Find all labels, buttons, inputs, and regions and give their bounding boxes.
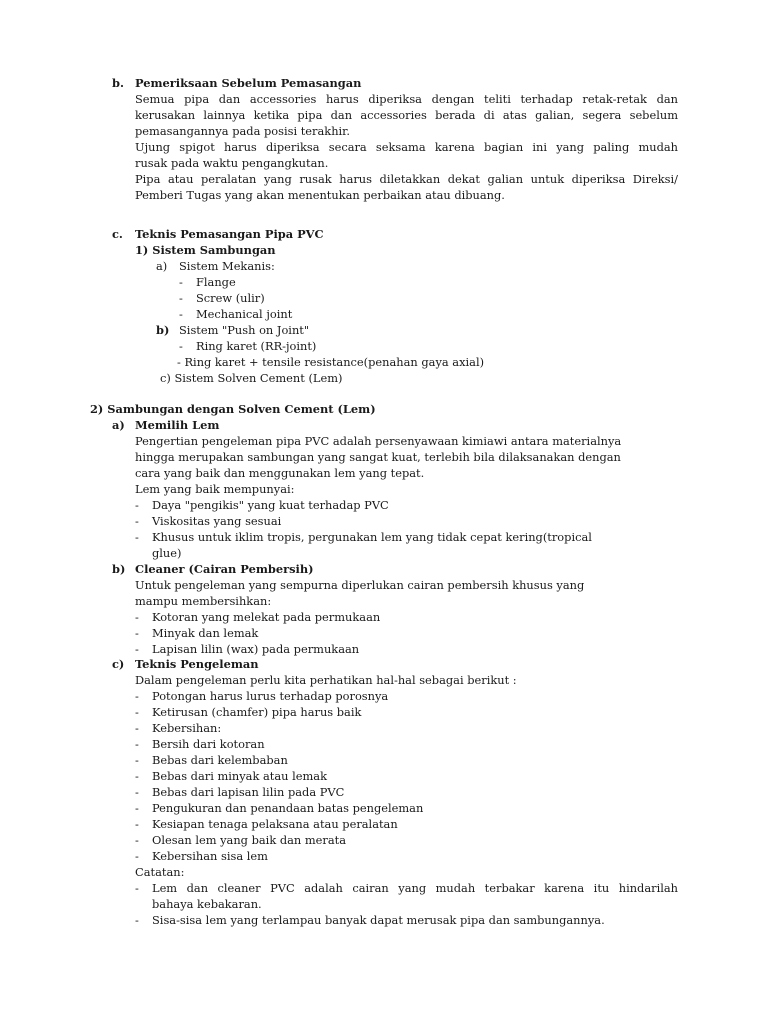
list-dash: - bbox=[135, 753, 139, 767]
list-item: Viskositas yang sesuai bbox=[152, 514, 282, 528]
list-dash: - bbox=[135, 530, 139, 544]
paragraph-line: Dalam pengeleman perlu kita perhatikan hal-hal sebagai berikut : bbox=[135, 673, 517, 687]
section-b-line: Ujung spigot harus diperiksa secara seksama karena bagian ini yang paling mudah bbox=[135, 140, 678, 154]
push-on-joint-label: Sistem "Push on Joint" bbox=[179, 323, 310, 337]
list-dash: - bbox=[179, 291, 183, 305]
list-dash: - bbox=[135, 801, 139, 815]
list-item: Screw (ulir) bbox=[196, 291, 265, 305]
list-dash: - bbox=[135, 514, 139, 528]
section-b-line: Semua pipa dan accessories harus diperiksa dengan teliti terhadap retak-retak dan bbox=[135, 92, 678, 106]
list-dash: - bbox=[135, 833, 139, 847]
list-dash: - bbox=[135, 610, 139, 624]
push-on-joint-marker: b) bbox=[156, 323, 170, 337]
list-dash: - bbox=[135, 881, 139, 895]
list-item: Kotoran yang melekat pada permukaan bbox=[152, 610, 381, 624]
paragraph-line: cara yang baik dan menggunakan lem yang tepat. bbox=[135, 466, 425, 480]
list-item: Kesiapan tenaga pelaksana atau peralatan bbox=[152, 817, 398, 831]
section-2-title: 2) Sambungan dengan Solven Cement (Lem) bbox=[90, 402, 376, 416]
section-b-line: pemasangannya pada posisi terakhir. bbox=[135, 124, 350, 138]
teknis-pengeleman-title: Teknis Pengeleman bbox=[135, 657, 259, 671]
list-item: Bersih dari kotoran bbox=[152, 737, 265, 751]
solven-cement-line: c) Sistem Solven Cement (Lem) bbox=[160, 371, 343, 385]
list-item: - Ring karet + tensile resistance(penahan gaya axial) bbox=[177, 355, 485, 369]
list-dash: - bbox=[179, 339, 183, 353]
paragraph-line: mampu membersihkan: bbox=[135, 594, 272, 608]
paragraph-line: Lem yang baik mempunyai: bbox=[135, 482, 295, 496]
list-dash: - bbox=[135, 913, 139, 927]
note-item-continuation: bahaya kebakaran. bbox=[152, 897, 262, 911]
list-item: Pengukuran dan penandaan batas pengeleman bbox=[152, 801, 424, 815]
sistem-mekanis-marker: a) bbox=[156, 259, 168, 273]
section-b-line: kerusakan lainnya ketika pipa dan accessories berada di atas galian, segera sebelum bbox=[135, 108, 678, 122]
paragraph-line: Pengertian pengeleman pipa PVC adalah persenyawaan kimiawi antara materialnya bbox=[135, 434, 622, 448]
section-c-marker: c. bbox=[112, 227, 123, 241]
list-item: Ring karet (RR-joint) bbox=[196, 339, 317, 353]
section-b-line: Pipa atau peralatan yang rusak harus diletakkan dekat galian untuk diperiksa Direksi/ bbox=[135, 172, 678, 186]
paragraph-line: Untuk pengeleman yang sempurna diperlukan cairan pembersih khusus yang bbox=[135, 578, 585, 592]
list-dash: - bbox=[135, 626, 139, 640]
list-item: Olesan lem yang baik dan merata bbox=[152, 833, 347, 847]
section-b-marker: b. bbox=[112, 76, 124, 90]
section-b-line: Pemberi Tugas yang akan menentukan perbaikan atau dibuang. bbox=[135, 188, 505, 202]
list-item: Minyak dan lemak bbox=[152, 626, 259, 640]
list-item: Flange bbox=[196, 275, 236, 289]
section-b-title: Pemeriksaan Sebelum Pemasangan bbox=[135, 76, 362, 90]
list-item: Lapisan lilin (wax) pada permukaan bbox=[152, 642, 360, 656]
list-dash: - bbox=[135, 721, 139, 735]
list-dash: - bbox=[135, 849, 139, 863]
memilih-lem-title: Memilih Lem bbox=[135, 418, 220, 432]
list-item: Ketirusan (chamfer) pipa harus baik bbox=[152, 705, 362, 719]
list-item: Mechanical joint bbox=[196, 307, 293, 321]
teknis-pengeleman-marker: c) bbox=[112, 657, 125, 671]
list-item: Potongan harus lurus terhadap porosnya bbox=[152, 689, 389, 703]
catatan-label: Catatan: bbox=[135, 865, 185, 879]
sistem-mekanis-label: Sistem Mekanis: bbox=[179, 259, 275, 273]
list-item-continuation: glue) bbox=[152, 546, 182, 560]
list-item: Bebas dari lapisan lilin pada PVC bbox=[152, 785, 345, 799]
list-item: Bebas dari kelembaban bbox=[152, 753, 288, 767]
section-b-line: rusak pada waktu pengangkutan. bbox=[135, 156, 329, 170]
note-item: Sisa-sisa lem yang terlampau banyak dapat merusak pipa dan sambungannya. bbox=[152, 913, 605, 927]
note-item: Lem dan cleaner PVC adalah cairan yang mudah terbakar karena itu hindarilah bbox=[152, 881, 678, 895]
list-dash: - bbox=[135, 689, 139, 703]
list-dash: - bbox=[135, 642, 139, 656]
list-dash: - bbox=[135, 705, 139, 719]
list-item: Daya "pengikis" yang kuat terhadap PVC bbox=[152, 498, 389, 512]
paragraph-line: hingga merupakan sambungan yang sangat kuat, terlebih bila dilaksanakan dengan bbox=[135, 450, 621, 464]
list-dash: - bbox=[179, 275, 183, 289]
cleaner-marker: b) bbox=[112, 562, 126, 576]
memilih-lem-marker: a) bbox=[112, 418, 125, 432]
section-c-title: Teknis Pemasangan Pipa PVC bbox=[135, 227, 324, 241]
list-item: Bebas dari minyak atau lemak bbox=[152, 769, 327, 783]
list-dash: - bbox=[135, 737, 139, 751]
cleaner-title: Cleaner (Cairan Pembersih) bbox=[135, 562, 314, 576]
list-item: Kebersihan: bbox=[152, 721, 222, 735]
list-item: Kebersihan sisa lem bbox=[152, 849, 268, 863]
list-dash: - bbox=[135, 817, 139, 831]
sistem-sambungan-heading: 1) Sistem Sambungan bbox=[135, 243, 276, 257]
list-dash: - bbox=[135, 498, 139, 512]
list-dash: - bbox=[179, 307, 183, 321]
list-item: Khusus untuk iklim tropis, pergunakan lem yang tidak cepat kering(tropical bbox=[152, 530, 592, 544]
list-dash: - bbox=[135, 785, 139, 799]
list-dash: - bbox=[135, 769, 139, 783]
